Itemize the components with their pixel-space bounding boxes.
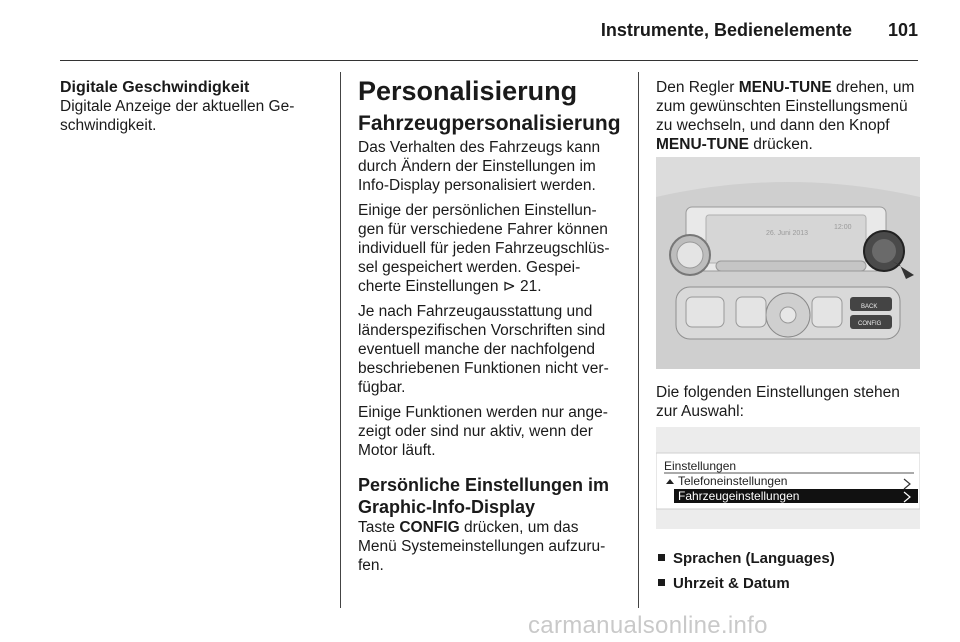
chapter-title: Personalisierung [358,76,578,106]
text: drücken. [749,136,813,153]
menu-item-telefon: Telefoneinstellungen [678,474,788,488]
section-heading: Digitale Geschwindigkeit [60,79,250,96]
paragraph: Das Verhalten des Fahrzeugs kann durch Ändern der Einstellungen im Info-Display personalisiert werden. [358,139,601,194]
column-divider-left [340,72,341,608]
column-2 [358,76,620,581]
radio-panel-illustration [656,157,920,369]
text: drehen, um zum gewünschten Einstellungsmenü zu wechseln, und dann den Knopf [656,79,915,134]
text: Den Regler [656,79,739,96]
subsection-title: Persönliche Einstellungen im Graphic-Info-Display [358,475,610,517]
display-date: 26. Juni 2013 [766,230,809,237]
column-3 [656,78,922,160]
paragraph [656,78,922,154]
menu-item-fahrzeug: Fahrzeugeinstellungen [678,489,800,503]
watermark: carmanualsonline.info [528,612,768,639]
key-label: MENU-TUNE [738,79,832,96]
list-item [658,571,920,596]
bullet-square [658,554,665,561]
display-time: 12:00 [834,224,852,231]
text: Taste [358,519,400,536]
config-button-label: CONFIG [858,321,882,327]
paragraph: Einige der persönlichen Einstellun-gen für verschiedene Fahrer können individuell für jeden Fahrzeugschlüs-sel gespeichert werden. Gespei-cherte Einstellungen ⊳ 21. [358,202,610,295]
section-body: Digitale Anzeige der aktuellen Ge-schwindigkeit. [60,98,295,134]
caption: Die folgenden Einstellungen stehen zur Auswahl: [656,384,900,420]
header-rule [60,60,918,61]
menu-title: Einstellungen [664,459,737,473]
column-1 [60,78,315,135]
menu-screen-figure [656,427,920,529]
menu-screen-illustration [656,427,920,529]
text: drücken, um das Menü Systemeinstellungen aufzuru-fen. [358,519,606,574]
header-title: Instrumente, Bedienelemente [600,20,852,40]
section-title: Fahrzeugpersonalisierung [358,112,621,135]
list-item-label: Uhrzeit & Datum [673,575,790,592]
back-button-label: BACK [861,304,878,310]
bullet-square [658,579,665,586]
paragraph: Je nach Fahrzeugausstattung und länderspezifischen Vorschriften sind eventuell manche der nachfolgend beschriebenen Funktionen nicht ver-fügbar. [358,303,609,396]
settings-list [658,546,920,596]
page-number: 101 [887,20,918,40]
column-divider-right [638,72,639,608]
key-label: MENU-TUNE [656,136,749,153]
list-item [658,546,920,571]
key-label: CONFIG [399,519,460,536]
paragraph: Einige Funktionen werden nur ange-zeigt oder sind nur aktiv, wenn der Motor läuft. [358,404,608,459]
paragraph [358,518,620,575]
radio-panel-photo [656,157,920,369]
list-item-label: Sprachen (Languages) [673,550,835,567]
